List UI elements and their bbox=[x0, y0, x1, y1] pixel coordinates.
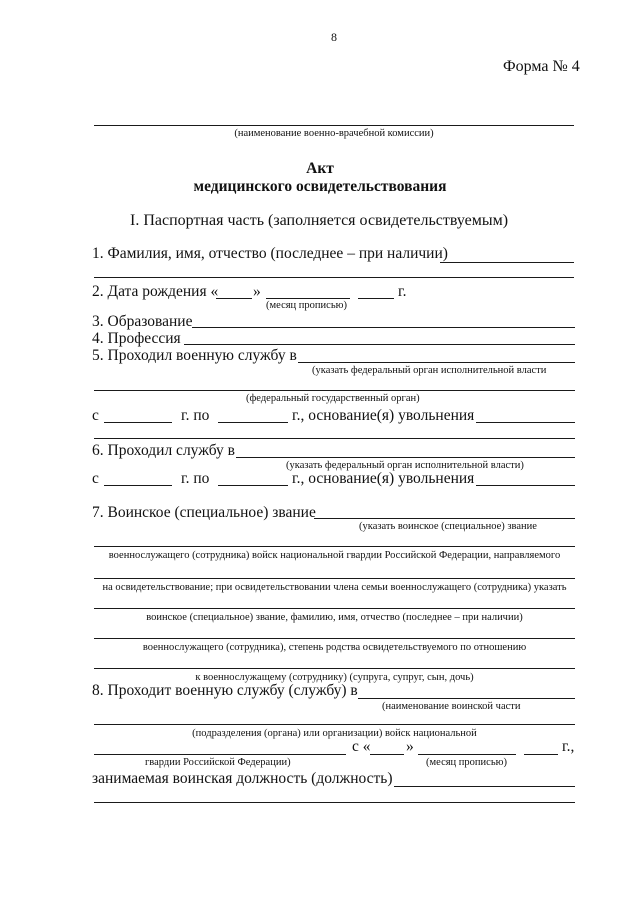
section-passport-title: I. Паспортная часть (заполняется освидетельствуемым) bbox=[130, 212, 509, 229]
title-act: Акт bbox=[306, 160, 334, 177]
item-5-to-year-field[interactable] bbox=[218, 422, 288, 423]
item-5-period-from: с bbox=[92, 407, 99, 424]
item-8-caption-military-unit: (наименование воинской части bbox=[382, 701, 521, 712]
military-unit-field-line2[interactable] bbox=[94, 724, 575, 725]
rank-field[interactable] bbox=[314, 518, 575, 519]
item-4-profession-label: 4. Профессия bbox=[92, 330, 181, 347]
item-5-period-to: г. по bbox=[181, 407, 210, 424]
rank-field-line5[interactable] bbox=[94, 638, 575, 639]
item-8-caption-national-guard: гвардии Российской Федерации) bbox=[145, 757, 291, 768]
rank-field-line6[interactable] bbox=[94, 668, 575, 669]
item-6-service-body-field[interactable] bbox=[236, 457, 575, 458]
item-5-caption-federal-body: (указать федеральный орган исполнительной власти bbox=[312, 365, 547, 376]
item-5-dismissal-reason-label: г., основание(я) увольнения bbox=[292, 407, 475, 424]
page-number: 8 bbox=[331, 30, 337, 44]
item-7-caption-relation: к военнослужащему (сотруднику) (супруга, супруг, сын, дочь) bbox=[195, 672, 474, 683]
item-7-rank-label: 7. Воинское (специальное) звание bbox=[92, 504, 316, 521]
item-7-caption-family-member: на освидетельствование; при освидетельствовании члена семьи военнослужащего (сотрудника) указать bbox=[102, 582, 567, 593]
position-field[interactable] bbox=[394, 786, 575, 787]
item-6-from-year-field[interactable] bbox=[104, 485, 172, 486]
item-6-dismissal-reason-field[interactable] bbox=[476, 485, 575, 486]
item-7-caption-full-name: воинское (специальное) звание, фамилию, имя, отчество (последнее – при наличии) bbox=[146, 612, 523, 623]
rank-field-line2[interactable] bbox=[94, 546, 575, 547]
birth-day-field[interactable] bbox=[216, 298, 252, 299]
title-medical-examination: медицинского освидетельствования bbox=[193, 178, 447, 195]
item-6-service-label: 6. Проходил службу в bbox=[92, 442, 235, 459]
item-6-period-to: г. по bbox=[181, 470, 210, 487]
item-8-since-label: с « bbox=[352, 738, 371, 755]
item-6-period-from: с bbox=[92, 470, 99, 487]
position-label: занимаемая воинская должность (должность) bbox=[92, 770, 393, 787]
birth-year-suffix: г. bbox=[398, 283, 407, 300]
item-2-birth-date-label: 2. Дата рождения « bbox=[92, 283, 219, 300]
item-5-from-year-field[interactable] bbox=[104, 422, 172, 423]
service-start-year-suffix: г., bbox=[562, 738, 575, 755]
item-6-dismissal-reason-label: г., основание(я) увольнения bbox=[292, 470, 475, 487]
form-label: Форма № 4 bbox=[503, 58, 580, 75]
item-5-dismissal-reason-field-line2[interactable] bbox=[94, 438, 575, 439]
item-8-caption-subdivision: (подразделения (органа) или организации) войск национальной bbox=[192, 728, 477, 739]
birth-month-caption: (месяц прописью) bbox=[266, 300, 347, 311]
item-8-current-service-label: 8. Проходит военную службу (службу) в bbox=[92, 682, 358, 699]
commission-line[interactable] bbox=[94, 125, 574, 126]
commission-caption: (наименование военно-врачебной комиссии) bbox=[234, 128, 434, 139]
service-start-year-field[interactable] bbox=[524, 754, 558, 755]
profession-field[interactable] bbox=[184, 344, 575, 345]
item-5-dismissal-reason-field[interactable] bbox=[476, 422, 575, 423]
service-start-day-field[interactable] bbox=[370, 754, 404, 755]
military-service-body-field[interactable] bbox=[298, 362, 575, 363]
education-field[interactable] bbox=[192, 327, 575, 328]
military-unit-field-line3[interactable] bbox=[94, 754, 346, 755]
item-5-caption-federal-state-body: (федеральный государственный орган) bbox=[246, 393, 420, 404]
service-start-month-caption: (месяц прописью) bbox=[426, 757, 507, 768]
service-start-month-field[interactable] bbox=[418, 754, 516, 755]
full-name-field-line2[interactable] bbox=[94, 277, 574, 278]
rank-field-line3[interactable] bbox=[94, 578, 575, 579]
item-7-caption-national-guard: военнослужащего (сотрудника) войск национальной гвардии Российской Федерации, направляемого bbox=[108, 550, 561, 561]
item-6-caption-federal-body: (указать федеральный орган исполнительной власти) bbox=[286, 460, 524, 471]
full-name-field[interactable] bbox=[440, 262, 574, 263]
item-7-caption-kinship: военнослужащего (сотрудника), степень родства освидетельствуемого по отношению bbox=[142, 642, 527, 653]
service-start-close-quote: » bbox=[406, 738, 414, 755]
item-7-caption-rank: (указать воинское (специальное) звание bbox=[359, 521, 537, 532]
rank-field-line4[interactable] bbox=[94, 608, 575, 609]
item-6-to-year-field[interactable] bbox=[218, 485, 288, 486]
item-5-military-service-label: 5. Проходил военную службу в bbox=[92, 347, 297, 364]
military-service-body-field-line2[interactable] bbox=[94, 390, 575, 391]
item-1-full-name-label: 1. Фамилия, имя, отчество (последнее – при наличии) bbox=[92, 245, 448, 262]
item-3-education-label: 3. Образование bbox=[92, 313, 193, 330]
birth-day-close-quote: » bbox=[253, 283, 261, 300]
position-field-line2[interactable] bbox=[94, 802, 575, 803]
birth-year-field[interactable] bbox=[358, 298, 394, 299]
military-unit-field[interactable] bbox=[358, 698, 575, 699]
